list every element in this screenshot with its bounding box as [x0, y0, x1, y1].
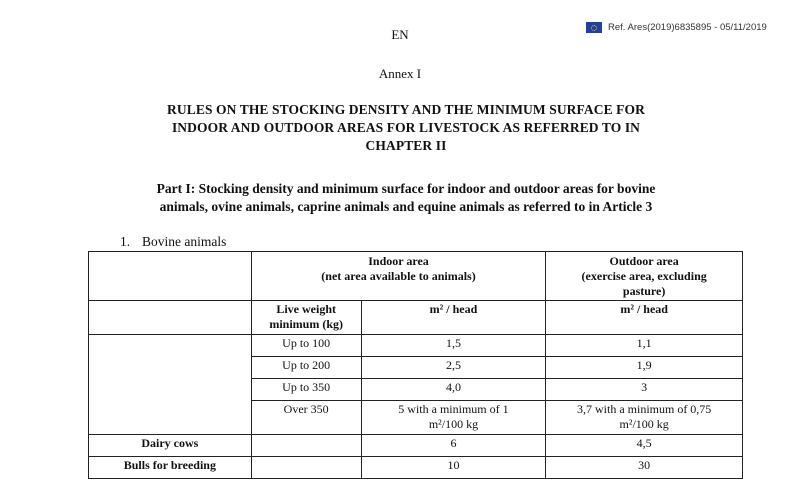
outdoor-value-cell: 1,9: [546, 357, 743, 379]
category-label: Bulls for breeding: [89, 457, 252, 479]
indoor-value-line: 5 with a minimum of 1: [398, 402, 509, 416]
title-line: RULES ON THE STOCKING DENSITY AND THE MINIMUM SURFACE FOR: [167, 102, 645, 117]
table-row: [89, 457, 743, 479]
part-heading: [60, 180, 752, 216]
outdoor-unit-header: m² / head: [546, 301, 743, 335]
outdoor-value-line: 3,7 with a minimum of 0,75: [576, 402, 712, 416]
live-weight-header: [251, 301, 361, 335]
empty-cell: [89, 252, 252, 301]
live-weight-label: Live weight: [276, 302, 336, 316]
indoor-value-cell: 6: [361, 435, 546, 457]
outdoor-value-cell: 1,1: [546, 335, 743, 357]
table-subheader-row: [89, 301, 743, 335]
indoor-unit-header: m² / head: [361, 301, 546, 335]
section-title: Bovine animals: [142, 234, 227, 249]
bovine-stocking-table: [88, 251, 743, 479]
section-heading: [120, 234, 226, 250]
empty-cell: [89, 301, 252, 335]
outdoor-header: Outdoor area: [609, 254, 679, 268]
outdoor-value-cell: 3: [546, 379, 743, 401]
empty-cell: [251, 435, 361, 457]
weight-cell: Over 350: [251, 401, 361, 435]
language-code: EN: [391, 27, 409, 42]
outdoor-value-line: m²/100 kg: [619, 417, 669, 431]
table-row: [89, 435, 743, 457]
empty-cell: [251, 457, 361, 479]
indoor-subheader: (net area available to animals): [321, 269, 476, 283]
category-label: Dairy cows: [89, 435, 252, 457]
weight-cell: Up to 100: [251, 335, 361, 357]
document-title: [60, 101, 752, 155]
outdoor-value-cell: 30: [546, 457, 743, 479]
title-line: CHAPTER II: [365, 138, 447, 153]
reference-text: Ref. Ares(2019)6835895 - 05/11/2019: [608, 22, 767, 33]
table-header-row: [89, 252, 743, 301]
indoor-value-cell: 1,5: [361, 335, 546, 357]
indoor-value-line: m²/100 kg: [428, 417, 479, 431]
live-weight-label: minimum (kg): [269, 317, 343, 331]
weight-cell: Up to 200: [251, 357, 361, 379]
indoor-header-cell: [251, 252, 546, 301]
outdoor-subheader: (exercise area, excluding: [581, 269, 707, 283]
indoor-value-cell: 10: [361, 457, 546, 479]
indoor-value-cell: 4,0: [361, 379, 546, 401]
indoor-value-cell: [361, 401, 546, 435]
annex-label: Annex I: [378, 66, 422, 81]
section-number: 1.: [120, 234, 131, 249]
indoor-header: Indoor area: [368, 254, 429, 268]
weight-cell: Up to 350: [251, 379, 361, 401]
title-line: INDOOR AND OUTDOOR AREAS FOR LIVESTOCK AS REFERRED TO IN: [171, 120, 641, 135]
part-heading-line: animals, ovine animals, caprine animals and equine animals as referred to in Article 3: [159, 199, 653, 214]
outdoor-value-cell: [546, 401, 743, 435]
empty-cell: [89, 335, 252, 435]
outdoor-subheader: pasture): [622, 284, 666, 298]
indoor-value-cell: 2,5: [361, 357, 546, 379]
part-heading-line: Part I: Stocking density and minimum surface for indoor and outdoor areas for bovine: [156, 181, 656, 196]
outdoor-header-cell: [546, 252, 743, 301]
outdoor-value-cell: 4,5: [546, 435, 743, 457]
table-row: [89, 335, 743, 357]
